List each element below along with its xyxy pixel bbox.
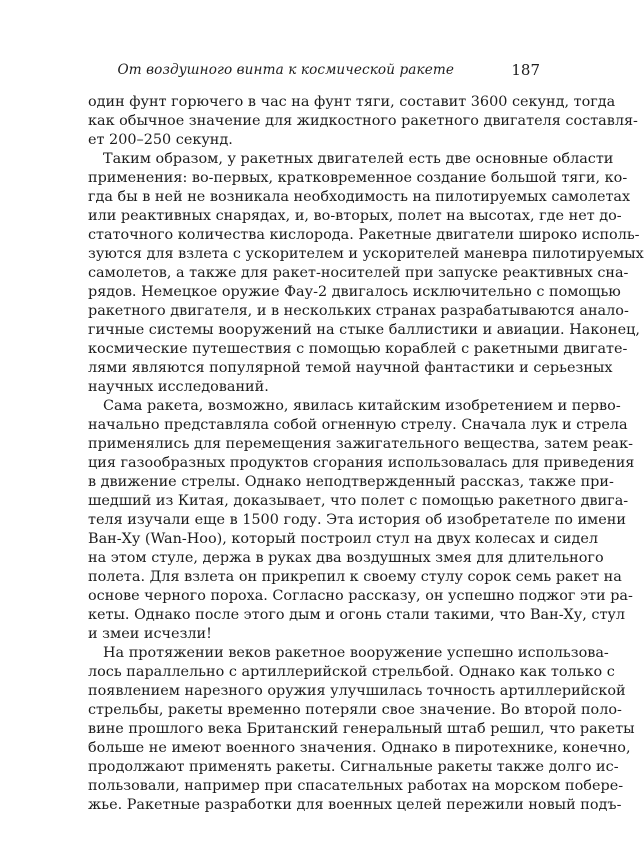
body-text (88, 93, 644, 815)
text-line: стрельбы, ракеты временно потеряли свое значение. Во второй поло- (88, 702, 622, 718)
page-number: 187 (511, 61, 540, 79)
text-line: лось параллельно с артиллерийской стрельбой. Однако как только с (88, 664, 615, 680)
text-line: Таким образом, у ракетных двигателей есть две основные области (103, 151, 614, 167)
text-line: в движение стрелы. Однако неподтвержденный рассказ, также при- (88, 474, 614, 490)
text-line: больше не имеют военного значения. Однако в пиротехнике, конечно, (88, 740, 631, 756)
text-line: статочного количества кислорода. Ракетные двигатели широко исполь- (88, 227, 640, 243)
text-line: На протяжении веков ракетное вооружение успешно использова- (103, 645, 609, 661)
text-line: лями являются популярной темой научной фантастики и серьезных (88, 360, 613, 376)
text-line: применения: во-первых, кратковременное создание большой тяги, ко- (88, 170, 628, 186)
text-line: или реактивных снарядах, и, во-вторых, полет на высотах, где нет до- (88, 208, 622, 224)
paragraph-1 (88, 93, 638, 150)
text-line: появлением нарезного оружия улучшилась точность артиллерийской (88, 683, 626, 699)
text-line: космические путешествия с помощью кораблей с ракетными двигате- (88, 341, 628, 357)
text-line: Ван-Ху (Wan-Hoo), который построил стул на двух колесах и сидел (88, 531, 599, 547)
text-line: зуются для взлета с ускорителем и ускорителей маневра пилотируемых (88, 246, 644, 262)
text-line: жье. Ракетные разработки для военных целей пережили новый подъ- (88, 797, 622, 813)
text-line: шедший из Китая, доказывает, что полет с помощью ракетного двига- (88, 493, 629, 509)
text-line: полета. Для взлета он прикрепил к своему стулу сорок семь ракет на (88, 569, 622, 585)
text-line: самолетов, а также для ракет-носителей при запуске реактивных сна- (88, 265, 629, 281)
text-line: теля изучали еще в 1500 году. Эта история об изобретателе по имени (88, 512, 626, 528)
paragraph-2 (88, 150, 644, 397)
text-line: ция газообразных продуктов сгорания использовалась для приведения (88, 455, 635, 471)
text-line: рядов. Немецкое оружие Фау-2 двигалось исключительно с помощью (88, 284, 621, 300)
text-line: научных исследований. (88, 379, 269, 395)
text-line: начально представляла собой огненную стрелу. Сначала лук и стрела (88, 417, 628, 433)
running-head (88, 62, 540, 84)
text-line: Сама ракета, возможно, явилась китайским изобретением и перво- (103, 398, 621, 414)
text-line: гда бы в ней не возникала необходимость на пилотируемых самолетах (88, 189, 631, 205)
text-line: кеты. Однако после этого дым и огонь стали такими, что Ван-Ху, стул (88, 607, 626, 623)
text-line: гичные системы вооружений на стыке баллистики и авиации. Наконец, (88, 322, 640, 338)
text-line: и змеи исчезли! (88, 626, 212, 642)
paragraph-4 (88, 644, 635, 815)
text-line: основе черного пороха. Согласно рассказу, он успешно поджог эти ра- (88, 588, 633, 604)
running-title: От воздушного винта к космической ракете (117, 62, 454, 78)
text-line: на этом стуле, держа в руках два воздушных змея для длительного (88, 550, 604, 566)
text-line: как обычное значение для жидкостного ракетного двигателя составля- (88, 113, 638, 129)
paragraph-3 (88, 397, 635, 644)
text-line: ет 200–250 секунд. (88, 132, 233, 148)
text-line: пользовали, например при спасательных работах на морском побере- (88, 778, 624, 794)
text-line: ракетного двигателя, и в нескольких странах разрабатываются анало- (88, 303, 629, 319)
text-line: один фунт горючего в час на фунт тяги, составит 3600 секунд, тогда (88, 94, 616, 110)
text-line: вине прошлого века Британский генеральный штаб решил, что ракеты (88, 721, 635, 737)
text-line: продолжают применять ракеты. Сигнальные ракеты также долго ис- (88, 759, 619, 775)
text-line: применялись для перемещения зажигательного вещества, затем реак- (88, 436, 633, 452)
